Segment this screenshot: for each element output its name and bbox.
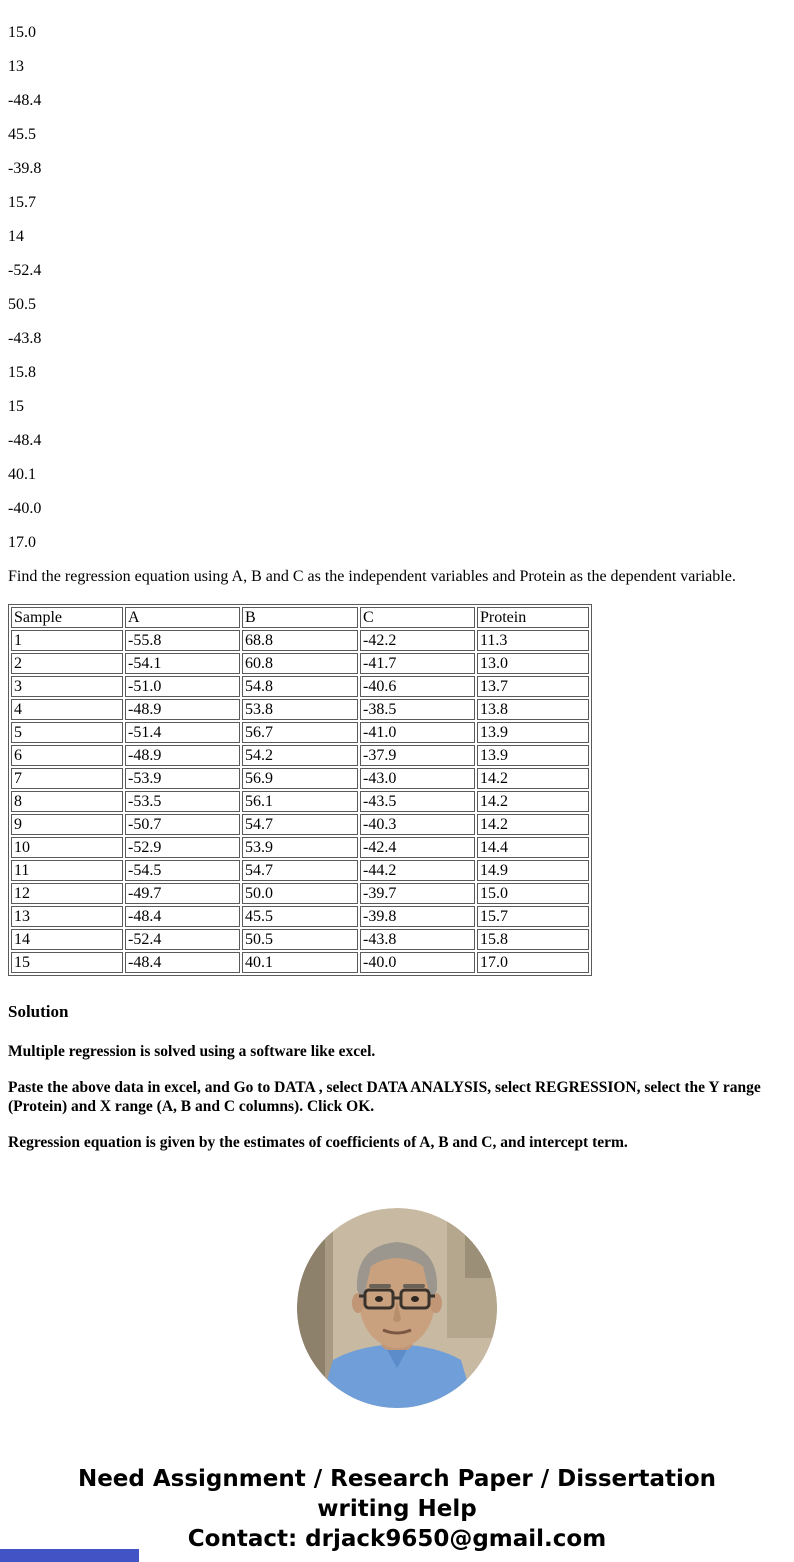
value-item: -48.4 — [8, 92, 42, 109]
table-cell: -40.0 — [360, 952, 475, 973]
table-row — [11, 768, 589, 789]
table-row — [11, 952, 589, 973]
video-progress-bar — [0, 1549, 139, 1562]
table-cell: 54.7 — [242, 814, 358, 835]
instructor-avatar — [297, 1208, 497, 1408]
table-row — [11, 722, 589, 743]
table-cell: 14.4 — [477, 837, 589, 858]
table-cell: -54.1 — [125, 653, 240, 674]
data-table — [8, 604, 592, 976]
table-row — [11, 883, 589, 904]
instructor-photo-icon — [297, 1208, 497, 1408]
table-header-cell: A — [125, 607, 240, 628]
table-head — [11, 607, 589, 628]
table-cell: 17.0 — [477, 952, 589, 973]
table-cell: 4 — [11, 699, 123, 720]
table-cell: 53.8 — [242, 699, 358, 720]
table-cell: 6 — [11, 745, 123, 766]
table-cell: 50.5 — [242, 929, 358, 950]
table-header-cell: B — [242, 607, 358, 628]
table-cell: -52.9 — [125, 837, 240, 858]
table-cell: 14.2 — [477, 791, 589, 812]
table-row — [11, 837, 589, 858]
table-row — [11, 630, 589, 651]
table-cell: 56.1 — [242, 791, 358, 812]
table-cell: 14.9 — [477, 860, 589, 881]
value-list — [8, 24, 786, 552]
table-cell: -37.9 — [360, 745, 475, 766]
table-cell: 54.2 — [242, 745, 358, 766]
table-cell: 9 — [11, 814, 123, 835]
table-cell: 15.7 — [477, 906, 589, 927]
table-row — [11, 676, 589, 697]
value-item: 15.8 — [8, 364, 36, 381]
table-row — [11, 745, 589, 766]
table-cell: 13.9 — [477, 722, 589, 743]
table-cell: 12 — [11, 883, 123, 904]
table-cell: -51.0 — [125, 676, 240, 697]
table-cell: -52.4 — [125, 929, 240, 950]
table-cell: -42.4 — [360, 837, 475, 858]
table-cell: 15.8 — [477, 929, 589, 950]
table-cell: 54.8 — [242, 676, 358, 697]
table-cell: -39.8 — [360, 906, 475, 927]
table-cell: 13.7 — [477, 676, 589, 697]
solution-heading: Solution — [8, 1002, 69, 1021]
table-cell: 45.5 — [242, 906, 358, 927]
table-cell: 5 — [11, 722, 123, 743]
table-cell: 13.8 — [477, 699, 589, 720]
solution-paragraph: Regression equation is given by the estimates of coefficients of A, B and C, and intercept term. — [8, 1134, 628, 1151]
table-row — [11, 906, 589, 927]
table-cell: -48.9 — [125, 699, 240, 720]
solution-paragraphs — [8, 1042, 786, 1152]
footer-help-text: Need Assignment / Research Paper / Dissertation writing Help — [77, 1466, 717, 1522]
value-item: 40.1 — [8, 466, 36, 483]
table-row — [11, 791, 589, 812]
table-cell: 14.2 — [477, 768, 589, 789]
table-cell: 13.9 — [477, 745, 589, 766]
table-row — [11, 929, 589, 950]
table-row — [11, 653, 589, 674]
table-row — [11, 699, 589, 720]
table-cell: -53.9 — [125, 768, 240, 789]
table-header-cell: Protein — [477, 607, 589, 628]
table-cell: -40.3 — [360, 814, 475, 835]
table-cell: -43.8 — [360, 929, 475, 950]
value-item: 13 — [8, 58, 24, 75]
table-cell: -55.8 — [125, 630, 240, 651]
table-cell: -41.0 — [360, 722, 475, 743]
table-header-cell: Sample — [11, 607, 123, 628]
table-cell: 1 — [11, 630, 123, 651]
value-item: -48.4 — [8, 432, 42, 449]
table-cell: 10 — [11, 837, 123, 858]
value-item: 15 — [8, 398, 24, 415]
table-cell: 14.2 — [477, 814, 589, 835]
value-item: 17.0 — [8, 534, 36, 551]
table-cell: -51.4 — [125, 722, 240, 743]
table-cell: 53.9 — [242, 837, 358, 858]
table-cell: -40.6 — [360, 676, 475, 697]
table-cell: 7 — [11, 768, 123, 789]
value-item: 14 — [8, 228, 24, 245]
table-row — [11, 814, 589, 835]
table-cell: -43.5 — [360, 791, 475, 812]
table-cell: 11.3 — [477, 630, 589, 651]
table-cell: 15 — [11, 952, 123, 973]
table-cell: 56.9 — [242, 768, 358, 789]
table-cell: 13.0 — [477, 653, 589, 674]
value-item: 45.5 — [8, 126, 36, 143]
table-cell: -41.7 — [360, 653, 475, 674]
table-cell: 11 — [11, 860, 123, 881]
table-cell: 50.0 — [242, 883, 358, 904]
value-item: -43.8 — [8, 330, 42, 347]
table-header-cell: C — [360, 607, 475, 628]
table-cell: 3 — [11, 676, 123, 697]
table-cell: -48.4 — [125, 906, 240, 927]
table-cell: 54.7 — [242, 860, 358, 881]
table-cell: -53.5 — [125, 791, 240, 812]
footer-contact-text: Contact: drjack9650@gmail.com — [187, 1526, 607, 1552]
table-cell: 56.7 — [242, 722, 358, 743]
table-cell: -43.0 — [360, 768, 475, 789]
table-header-row — [11, 607, 589, 628]
value-item: 15.0 — [8, 24, 36, 41]
value-item: -40.0 — [8, 500, 42, 517]
table-cell: 40.1 — [242, 952, 358, 973]
value-item: -39.8 — [8, 160, 42, 177]
value-item: -52.4 — [8, 262, 42, 279]
table-cell: -49.7 — [125, 883, 240, 904]
table-cell: 13 — [11, 906, 123, 927]
table-cell: -38.5 — [360, 699, 475, 720]
table-cell: -54.5 — [125, 860, 240, 881]
table-cell: -39.7 — [360, 883, 475, 904]
value-item: 50.5 — [8, 296, 36, 313]
table-body — [11, 630, 589, 973]
table-cell: 2 — [11, 653, 123, 674]
value-item: 15.7 — [8, 194, 36, 211]
table-cell: 8 — [11, 791, 123, 812]
table-cell: -48.4 — [125, 952, 240, 973]
table-cell: -48.9 — [125, 745, 240, 766]
solution-paragraph: Paste the above data in excel, and Go to DATA , select DATA ANALYSIS, select REGRESSION, select the Y range (Protein) and X range (A, B and C columns). Click OK. — [8, 1079, 761, 1115]
question-text: Find the regression equation using A, B and C as the independent variables and Protein as the dependent variable. — [8, 568, 736, 585]
solution-paragraph: Multiple regression is solved using a software like excel. — [8, 1043, 376, 1060]
table-row — [11, 860, 589, 881]
table-cell: 15.0 — [477, 883, 589, 904]
table-cell: -50.7 — [125, 814, 240, 835]
table-cell: 14 — [11, 929, 123, 950]
table-cell: -44.2 — [360, 860, 475, 881]
table-cell: 60.8 — [242, 653, 358, 674]
footer — [8, 1464, 786, 1554]
table-cell: -42.2 — [360, 630, 475, 651]
table-cell: 68.8 — [242, 630, 358, 651]
